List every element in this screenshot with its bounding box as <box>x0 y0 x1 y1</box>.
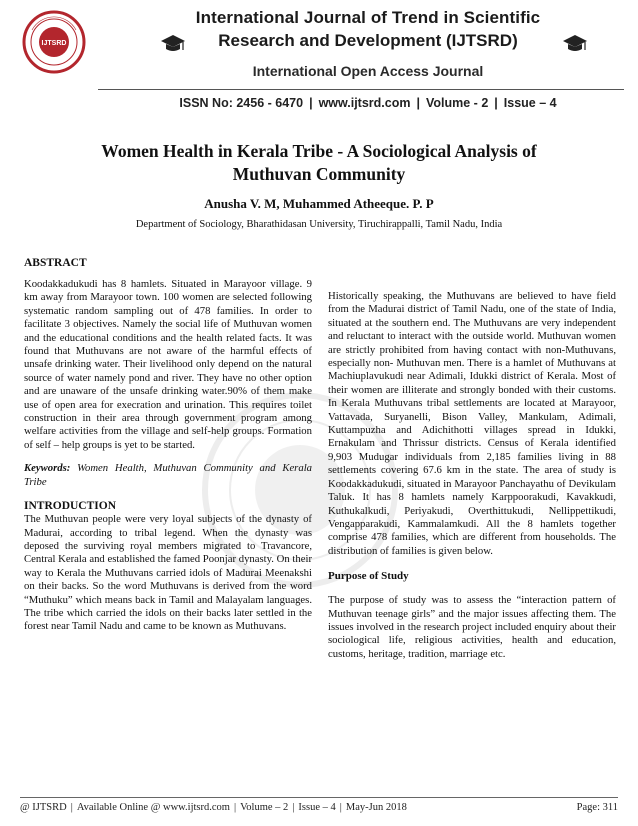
keywords-label: Keywords: <box>24 462 71 475</box>
journal-meta-line: ISSN No: 2456 - 6470 | www.ijtsrd.com | Volume - 2 | Issue – 4 <box>179 96 557 110</box>
paper-affiliation: Department of Sociology, Bharathidasan University, Tiruchirappalli, Tamil Nadu, India <box>135 219 503 230</box>
svg-text:IJTSRD: IJTSRD <box>41 40 67 47</box>
introduction-text: The Muthuvan people were very loyal subjects of the dynasty of Madurai, according to tribal legend. When the dynasty was deposed the surviving royal members migrated to Travancore, Central Kerala and established the famed Poonjar dynasty. On their way to Kerala the Muthuvans carried idols of Madurai Meenakshi on their backs. So the word Muthuvans is derived from the word “Muthuku” which means back in Tamil and Malayalam languages. The tribe which carried the idols on their backs later settled in the forest near Tamil Nadu and came to be known as Muthuvans. <box>24 513 312 633</box>
journal-url[interactable]: www.ijtsrd.com <box>318 96 411 110</box>
abstract-text: Koodakkadukudi has 8 hamlets. Situated in Marayoor village. 9 km away from Marayoor town. 100 women are selected following systematic random sampling out of 478 families. In order to facilitate 3 objectives. Namely the social life of Muthuvan women and the educational conditions and the health related facts. It was found that Muthuvans are not aware of the harmful effects of unsafe drinking water. Their livelihood only depend on the natural source of water namely pond and river. They have no other option and are unaware of the unsafe drinking water.90% of them make use of open area for execration and urination. This requires toilet construction in their area through government program among welfare activities from the village and self-help groups. Formation of self – help groups is yet to be started. <box>24 278 312 451</box>
journal-header <box>0 0 638 122</box>
header-divider <box>98 89 624 90</box>
issn-number: ISSN No: 2456 - 6470 <box>179 96 304 110</box>
page-footer <box>20 801 618 815</box>
journal-issue: Issue – 4 <box>503 96 557 110</box>
purpose-heading: Purpose of Study <box>328 570 409 583</box>
ijtsrd-seal-logo <box>22 10 86 74</box>
paper-title-line1: Women Health in Kerala Tribe - A Sociological Analysis of <box>101 141 537 161</box>
paper-title <box>30 140 608 186</box>
right-column <box>328 290 616 661</box>
keywords <box>24 462 312 489</box>
journal-name-line2: Research and Development (IJTSRD) <box>218 31 518 50</box>
journal-name-line1: International Journal of Trend in Scientific <box>195 8 541 27</box>
history-text: Historically speaking, the Muthuvans are believed to have field from the Madurai district of Tamil Nadu, one of the state of India, situated at the southern end. The Muthuvans are very independent and reluctant to interact with the outside world. Muthuvan women are strictly prohibited from having contact with non-Muthuvans, especially non- Muthuvan men. There is a hamlet of Muthuvans at Machiuplavukudi near Adimali, Idukki district of Kerala. Most of their women are illiterate and strongly bonded with their customs. In Kerala Muthuvans tribal settlements are located at Marayoor, Vattavada, Suryanelli, Bison Valley, Mankulam, Adimali, Kuttampuzha and Adichithotti villages spread in Idukki, Ernakulam and Thrissur districts. Census of Kerala identified 9,903 Mudugar individuals from 2,185 families living in 88 settlements covering 67.6 km in the state. The area of study is Koodakkadukudi, situated in Marayoor Panchayathu of Devikulam Taluk. It has 8 hamlets namely Karppoorakudi, Kavakkudi, Kuthukalkudi, Periyakudi, Overthittukudi, Nellippettikudi, Vengapparakudi, Kammalamkudi. All the 8 hamlets together comprise 478 families, which are different from households. The distribution of families is given below. <box>328 290 616 557</box>
open-access-label: International Open Access Journal <box>252 63 484 79</box>
footer-meta: @ IJTSRD | Available Online @ www.ijtsrd.com | Volume – 2 | Issue – 4 | May-Jun 2018 <box>20 802 407 813</box>
left-column <box>24 256 312 634</box>
footer-date: May-Jun 2018 <box>345 802 407 813</box>
footer-page-number: Page: 311 <box>576 802 618 813</box>
footer-available[interactable]: Available Online @ www.ijtsrd.com <box>76 802 230 813</box>
footer-divider <box>20 797 618 798</box>
footer-volume: Volume – 2 <box>240 802 289 813</box>
journal-volume: Volume - 2 <box>425 96 489 110</box>
paper-title-line2: Muthuvan Community <box>232 164 406 184</box>
introduction-heading: INTRODUCTION <box>24 500 117 513</box>
paper-authors: Anusha V. M, Muhammed Atheeque. P. P <box>204 196 434 211</box>
purpose-text: The purpose of study was to assess the “interaction pattern of Muthuvan teenage girls” and the major issues affecting them. The issues involved in the research project included enquiry about their sociological life, religious activities, health and education, customs, heritage, tradition, marriage etc. <box>328 594 616 660</box>
footer-journal: @ IJTSRD <box>20 802 67 813</box>
keywords-value: Women Health, Muthuvan Community and Kerala Tribe <box>24 462 313 488</box>
footer-issue: Issue – 4 <box>298 802 336 813</box>
abstract-heading: ABSTRACT <box>24 257 87 269</box>
